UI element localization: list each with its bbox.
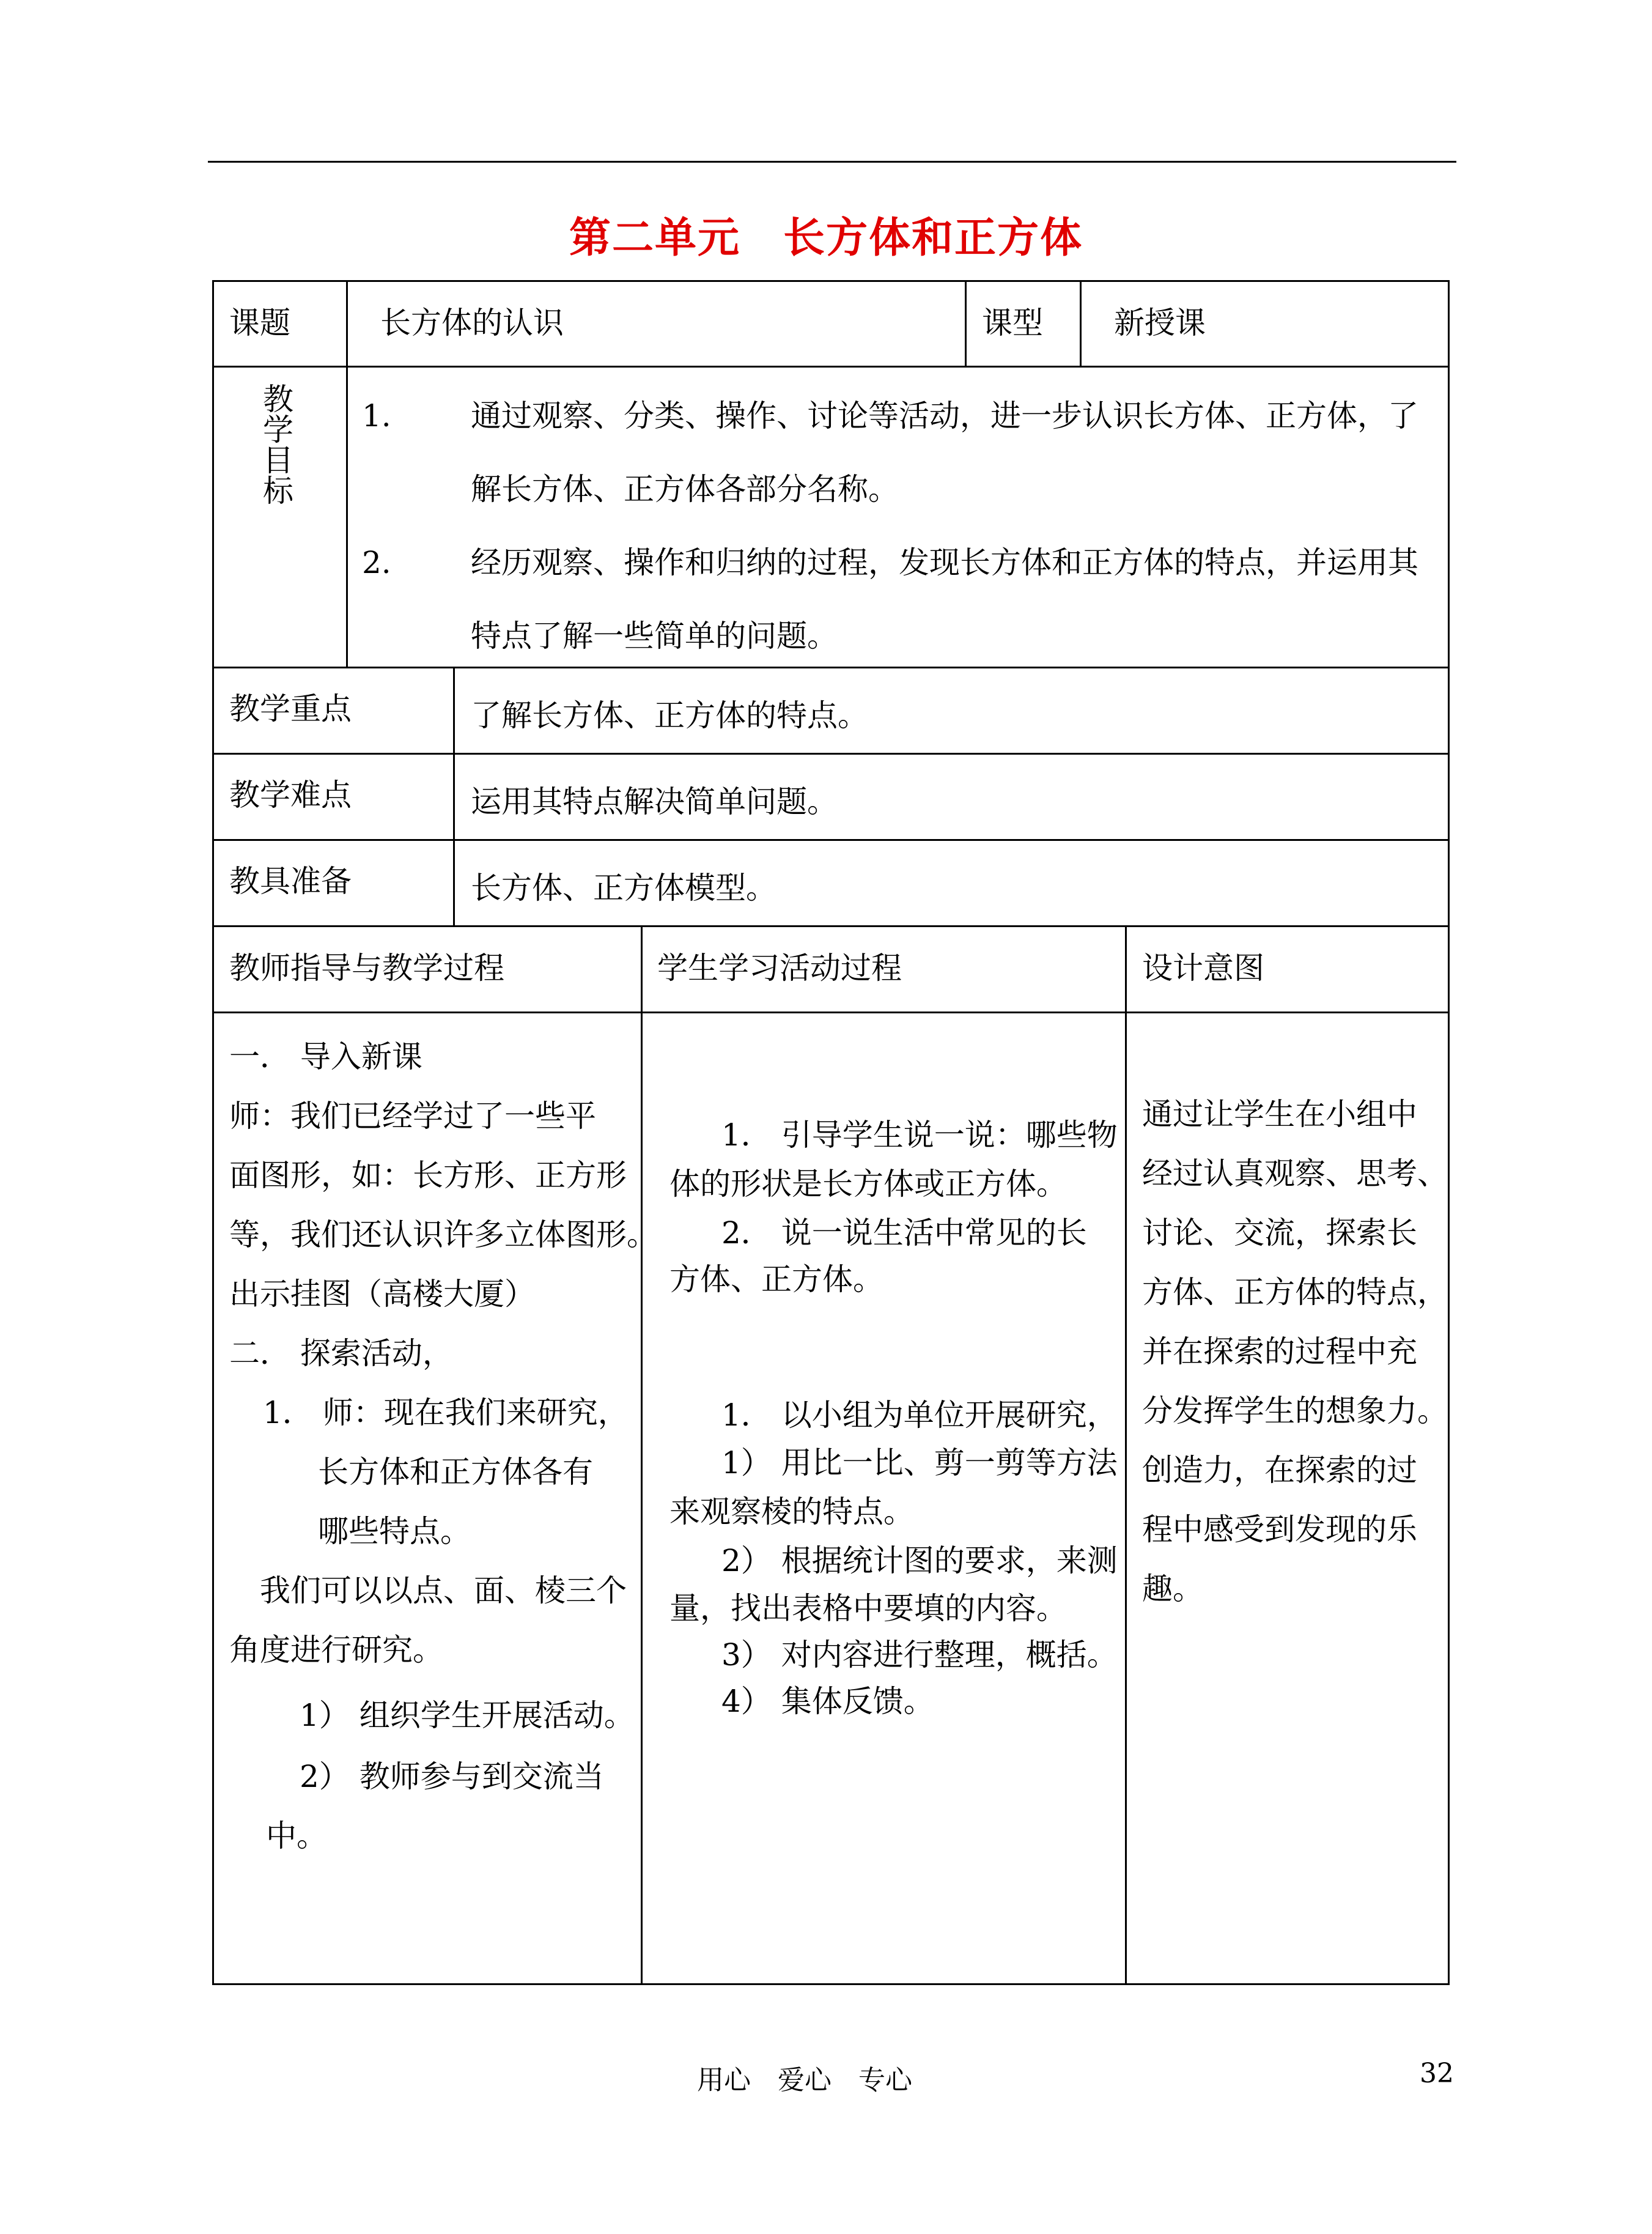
intent-line: 趣。: [1142, 1571, 1203, 1607]
col-divider: [1125, 925, 1127, 1985]
goals-label-char: 学: [263, 412, 293, 448]
student-line: 1） 用比一比、剪一剪等方法: [721, 1445, 1118, 1481]
goals-label-char: 标: [263, 473, 293, 509]
focus-value: 了解长方体、正方体的特点。: [471, 698, 868, 733]
intent-line: 方体、正方体的特点，: [1142, 1274, 1448, 1310]
col-divider: [965, 280, 967, 366]
lesson-type-label: 课型: [982, 305, 1043, 341]
row-divider: [212, 366, 1450, 368]
student-line: 方体、正方体。: [669, 1262, 883, 1297]
lesson-type-value: 新授课: [1114, 305, 1206, 341]
teacher-line: 哪些特点。: [318, 1514, 471, 1549]
student-line: 2） 根据统计图的要求，来测: [721, 1543, 1118, 1578]
footer-motto: 用心 爱心 专心: [697, 2065, 912, 2096]
intent-line: 并在探索的过程中充: [1142, 1334, 1417, 1369]
teacher-line: 一． 导入新课: [229, 1039, 422, 1074]
row-divider: [212, 839, 1450, 841]
intent-line: 程中感受到发现的乐: [1142, 1512, 1417, 1547]
goal-number: 2.: [362, 545, 391, 580]
intent-column-header: 设计意图: [1142, 950, 1264, 986]
row-divider: [212, 925, 1450, 927]
goal-line: 解长方体、正方体各部分名称。: [471, 472, 899, 507]
goal-line: 通过观察、分类、操作、讨论等活动，进一步认识长方体、正方体，了: [471, 398, 1418, 434]
topic-label: 课题: [229, 305, 290, 341]
teacher-line: 出示挂图（高楼大厦）: [229, 1276, 535, 1312]
col-divider: [641, 925, 643, 1985]
teacher-line: 二． 探索活动，: [229, 1336, 453, 1371]
teacher-line: 长方体和正方体各有: [318, 1454, 593, 1490]
student-line: 2． 说一说生活中常见的长: [721, 1215, 1087, 1251]
teacher-line: 面图形，如：长方形、正方形: [229, 1158, 627, 1193]
page-number: 32: [1420, 2058, 1454, 2089]
student-line: 3） 对内容进行整理，概括。: [721, 1637, 1118, 1673]
teacher-line: 1． 师：现在我们来研究，: [263, 1395, 629, 1430]
student-line: 1． 引导学生说一说：哪些物: [721, 1117, 1118, 1153]
header-rule: [208, 161, 1456, 163]
tools-label: 教具准备: [229, 864, 352, 899]
topic-value: 长方体的认识: [380, 305, 564, 341]
teacher-line: 师：我们已经学过了一些平: [229, 1098, 596, 1134]
teacher-line: 我们可以以点、面、棱三个: [260, 1573, 627, 1608]
student-line: 4） 集体反馈。: [721, 1684, 934, 1719]
student-line: 体的形状是长方体或正方体。: [669, 1166, 1067, 1202]
student-line: 来观察棱的特点。: [669, 1494, 914, 1529]
col-divider: [453, 667, 455, 925]
intent-line: 讨论、交流，探索长: [1142, 1215, 1417, 1251]
goal-number: 1.: [362, 398, 391, 434]
intent-line: 分发挥学生的想象力。: [1142, 1393, 1448, 1429]
student-line: 1． 以小组为单位开展研究，: [721, 1397, 1118, 1433]
page-title: 第二单元 长方体和正方体: [569, 213, 1083, 262]
goal-line: 特点了解一些简单的问题。: [471, 618, 838, 654]
difficulty-value: 运用其特点解决简单问题。: [471, 784, 838, 819]
row-divider: [212, 753, 1450, 755]
goals-label-char: 目: [263, 443, 293, 478]
student-line: 量，找出表格中要填的内容。: [669, 1591, 1067, 1626]
intent-line: 通过让学生在小组中: [1142, 1097, 1417, 1132]
student-column-header: 学生学习活动过程: [657, 950, 902, 986]
row-divider: [212, 667, 1450, 668]
intent-line: 经过认真观察、思考、: [1142, 1156, 1448, 1191]
tools-value: 长方体、正方体模型。: [471, 870, 776, 906]
goals-label-char: 教: [263, 382, 293, 417]
teacher-line: 等，我们还认识许多立体图形。: [229, 1217, 657, 1252]
col-divider: [346, 280, 348, 667]
teacher-line: 角度进行研究。: [229, 1632, 443, 1668]
col-divider: [1080, 280, 1082, 366]
teacher-column-header: 教师指导与教学过程: [229, 950, 504, 986]
teacher-line: 1） 组织学生开展活动。: [300, 1698, 635, 1733]
teacher-line: 2） 教师参与到交流当: [300, 1759, 604, 1794]
focus-label: 教学重点: [229, 691, 352, 727]
difficulty-label: 教学难点: [229, 777, 352, 813]
teacher-line: 中。: [266, 1818, 327, 1854]
goal-line: 经历观察、操作和归纳的过程，发现长方体和正方体的特点，并运用其: [471, 545, 1418, 580]
intent-line: 创造力，在探索的过: [1142, 1452, 1417, 1488]
row-divider: [212, 1012, 1450, 1013]
